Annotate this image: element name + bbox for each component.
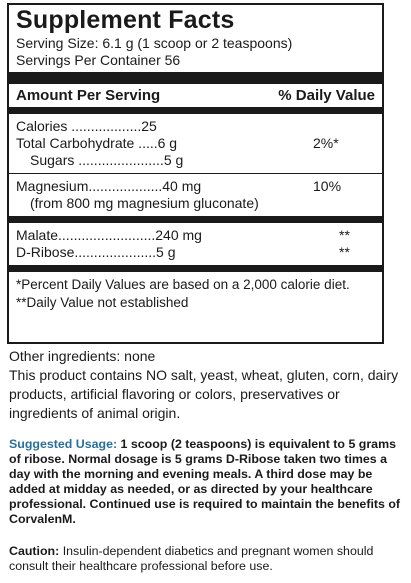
panel-title: Supplement Facts bbox=[16, 6, 235, 34]
nutrient-row bbox=[16, 244, 375, 261]
nutrient-row bbox=[16, 227, 375, 244]
nutrient-row bbox=[16, 118, 375, 135]
caution-text: Insulin-dependent diabetics and pregnant women should consult their healthcare professional before use. bbox=[9, 544, 374, 573]
nutrient-label: (from 800 mg magnesium gluconate) bbox=[30, 195, 259, 211]
footnote-not-established: **Daily Value not established bbox=[16, 295, 189, 310]
supplement-facts-panel bbox=[7, 3, 384, 344]
nutrient-label: Calories ..................25 bbox=[16, 118, 157, 134]
divider-medium bbox=[9, 107, 382, 114]
nutrient-row bbox=[16, 135, 375, 152]
nutrient-label: D-Ribose.....................5 g bbox=[16, 244, 176, 260]
nutrient-dv: 2%* bbox=[313, 135, 339, 151]
nutrient-dv: ** bbox=[339, 244, 350, 260]
nutrient-dv: ** bbox=[339, 227, 350, 243]
nutrient-label: Total Carbohydrate .....6 g bbox=[16, 135, 178, 151]
suggested-usage bbox=[9, 437, 407, 527]
ingredients-section bbox=[9, 347, 407, 423]
nutrient-label: Sugars ......................5 g bbox=[30, 152, 184, 168]
footnote-daily-values: *Percent Daily Values are based on a 2,000 calorie diet. bbox=[16, 277, 350, 292]
contains-statement: This product contains NO salt, yeast, wheat, gluten, corn, dairy products, artificial flavoring or colors, preservatives or ingredients of animal origin. bbox=[9, 367, 399, 421]
nutrient-row bbox=[16, 195, 375, 212]
serving-size: Serving Size: 6.1 g (1 scoop or 2 teaspoons) bbox=[16, 35, 293, 51]
caution-label: Caution: bbox=[9, 544, 60, 558]
caution-section bbox=[9, 544, 407, 574]
servings-per-container: Servings Per Container 56 bbox=[16, 52, 181, 68]
column-headers bbox=[16, 84, 375, 107]
header-daily-value: % Daily Value bbox=[278, 87, 375, 104]
usage-label: Suggested Usage: bbox=[9, 437, 118, 451]
other-ingredients: Other ingredients: none bbox=[9, 348, 156, 364]
divider-medium bbox=[9, 265, 382, 272]
section-macros bbox=[16, 114, 375, 173]
divider-thick bbox=[9, 72, 382, 84]
section-minerals bbox=[16, 174, 375, 216]
usage-text: 1 scoop (2 teaspoons) is equivalent to 5 grams of ribose. Normal dosage is 5 grams D-Ribose taken two times a day with the morning and evening meals. A third dose may be added at midday as needed, or as directed by your healthcare professional. Continued use is required to maintain the benefits of CorvalenM. bbox=[9, 437, 401, 526]
header-amount: Amount Per Serving bbox=[16, 87, 161, 104]
divider-medium bbox=[9, 216, 382, 223]
nutrient-label: Malate.........................240 mg bbox=[16, 227, 202, 243]
nutrient-dv: 10% bbox=[313, 178, 342, 194]
nutrient-label: Magnesium...................40 mg bbox=[16, 178, 202, 194]
nutrient-row bbox=[16, 152, 375, 169]
nutrient-row bbox=[16, 178, 375, 195]
section-other bbox=[16, 223, 375, 265]
